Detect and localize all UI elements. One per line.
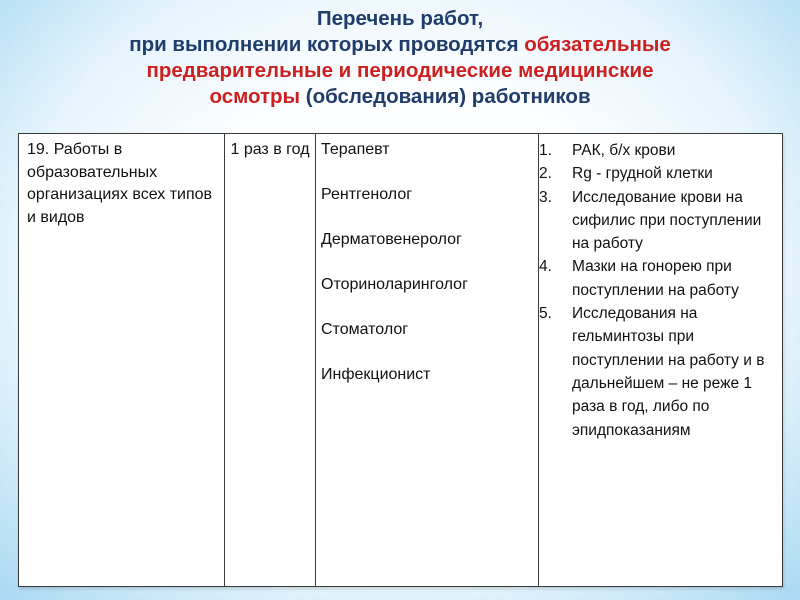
frequency-cell: 1 раз в год (225, 134, 316, 587)
examination-item (539, 302, 777, 442)
examination-number: 4. (539, 258, 552, 276)
examinations-cell (539, 134, 783, 587)
title-line-2-plain: при выполнении которых проводятся (129, 33, 525, 56)
examination-item (539, 255, 777, 302)
examination-number: 3. (539, 188, 552, 206)
title-line-4-plain: (обследования) работников (300, 85, 591, 108)
specialists-cell (316, 134, 539, 587)
examination-number: 5. (539, 305, 552, 323)
title-line-4-highlight: осмотры (209, 85, 301, 108)
examinations-list (539, 139, 777, 442)
examination-item (539, 139, 777, 162)
table-row (19, 134, 783, 587)
examination-number: 2. (539, 165, 552, 183)
examination-text: РАК, б/х крови (572, 142, 676, 159)
examination-text: Исследования на гельминтозы при поступлении на работу и в дальнейшем – не реже 1 раза в год, либо по эпидпоказаниям (572, 305, 765, 439)
work-type-cell: 19. Работы в образовательных организациях всех типов и видов (19, 134, 225, 587)
examination-text: Исследование крови на сифилис при поступлении на работу (572, 188, 762, 253)
requirements-table (18, 133, 783, 587)
title-line-2-highlight: обязательные (524, 33, 671, 56)
specialist-item: Оториноларинголог (321, 276, 468, 293)
examination-number: 1. (539, 142, 552, 159)
title-line-3-highlight: предварительные и периодические медицинские (146, 59, 654, 82)
examination-item (539, 186, 777, 256)
specialist-item: Инфекционист (321, 366, 431, 383)
specialist-item: Дерматовенеролог (321, 231, 462, 248)
examination-item (539, 162, 777, 185)
title-line-1: Перечень работ, (316, 7, 484, 30)
specialist-item: Рентгенолог (321, 186, 413, 203)
specialist-item: Терапевт (321, 141, 390, 158)
slide-title (10, 6, 790, 110)
examination-text: Мазки на гонорею при поступлении на работу (572, 258, 739, 299)
specialist-item: Стоматолог (321, 321, 409, 338)
examination-text: Rg - грудной клетки (572, 165, 713, 183)
